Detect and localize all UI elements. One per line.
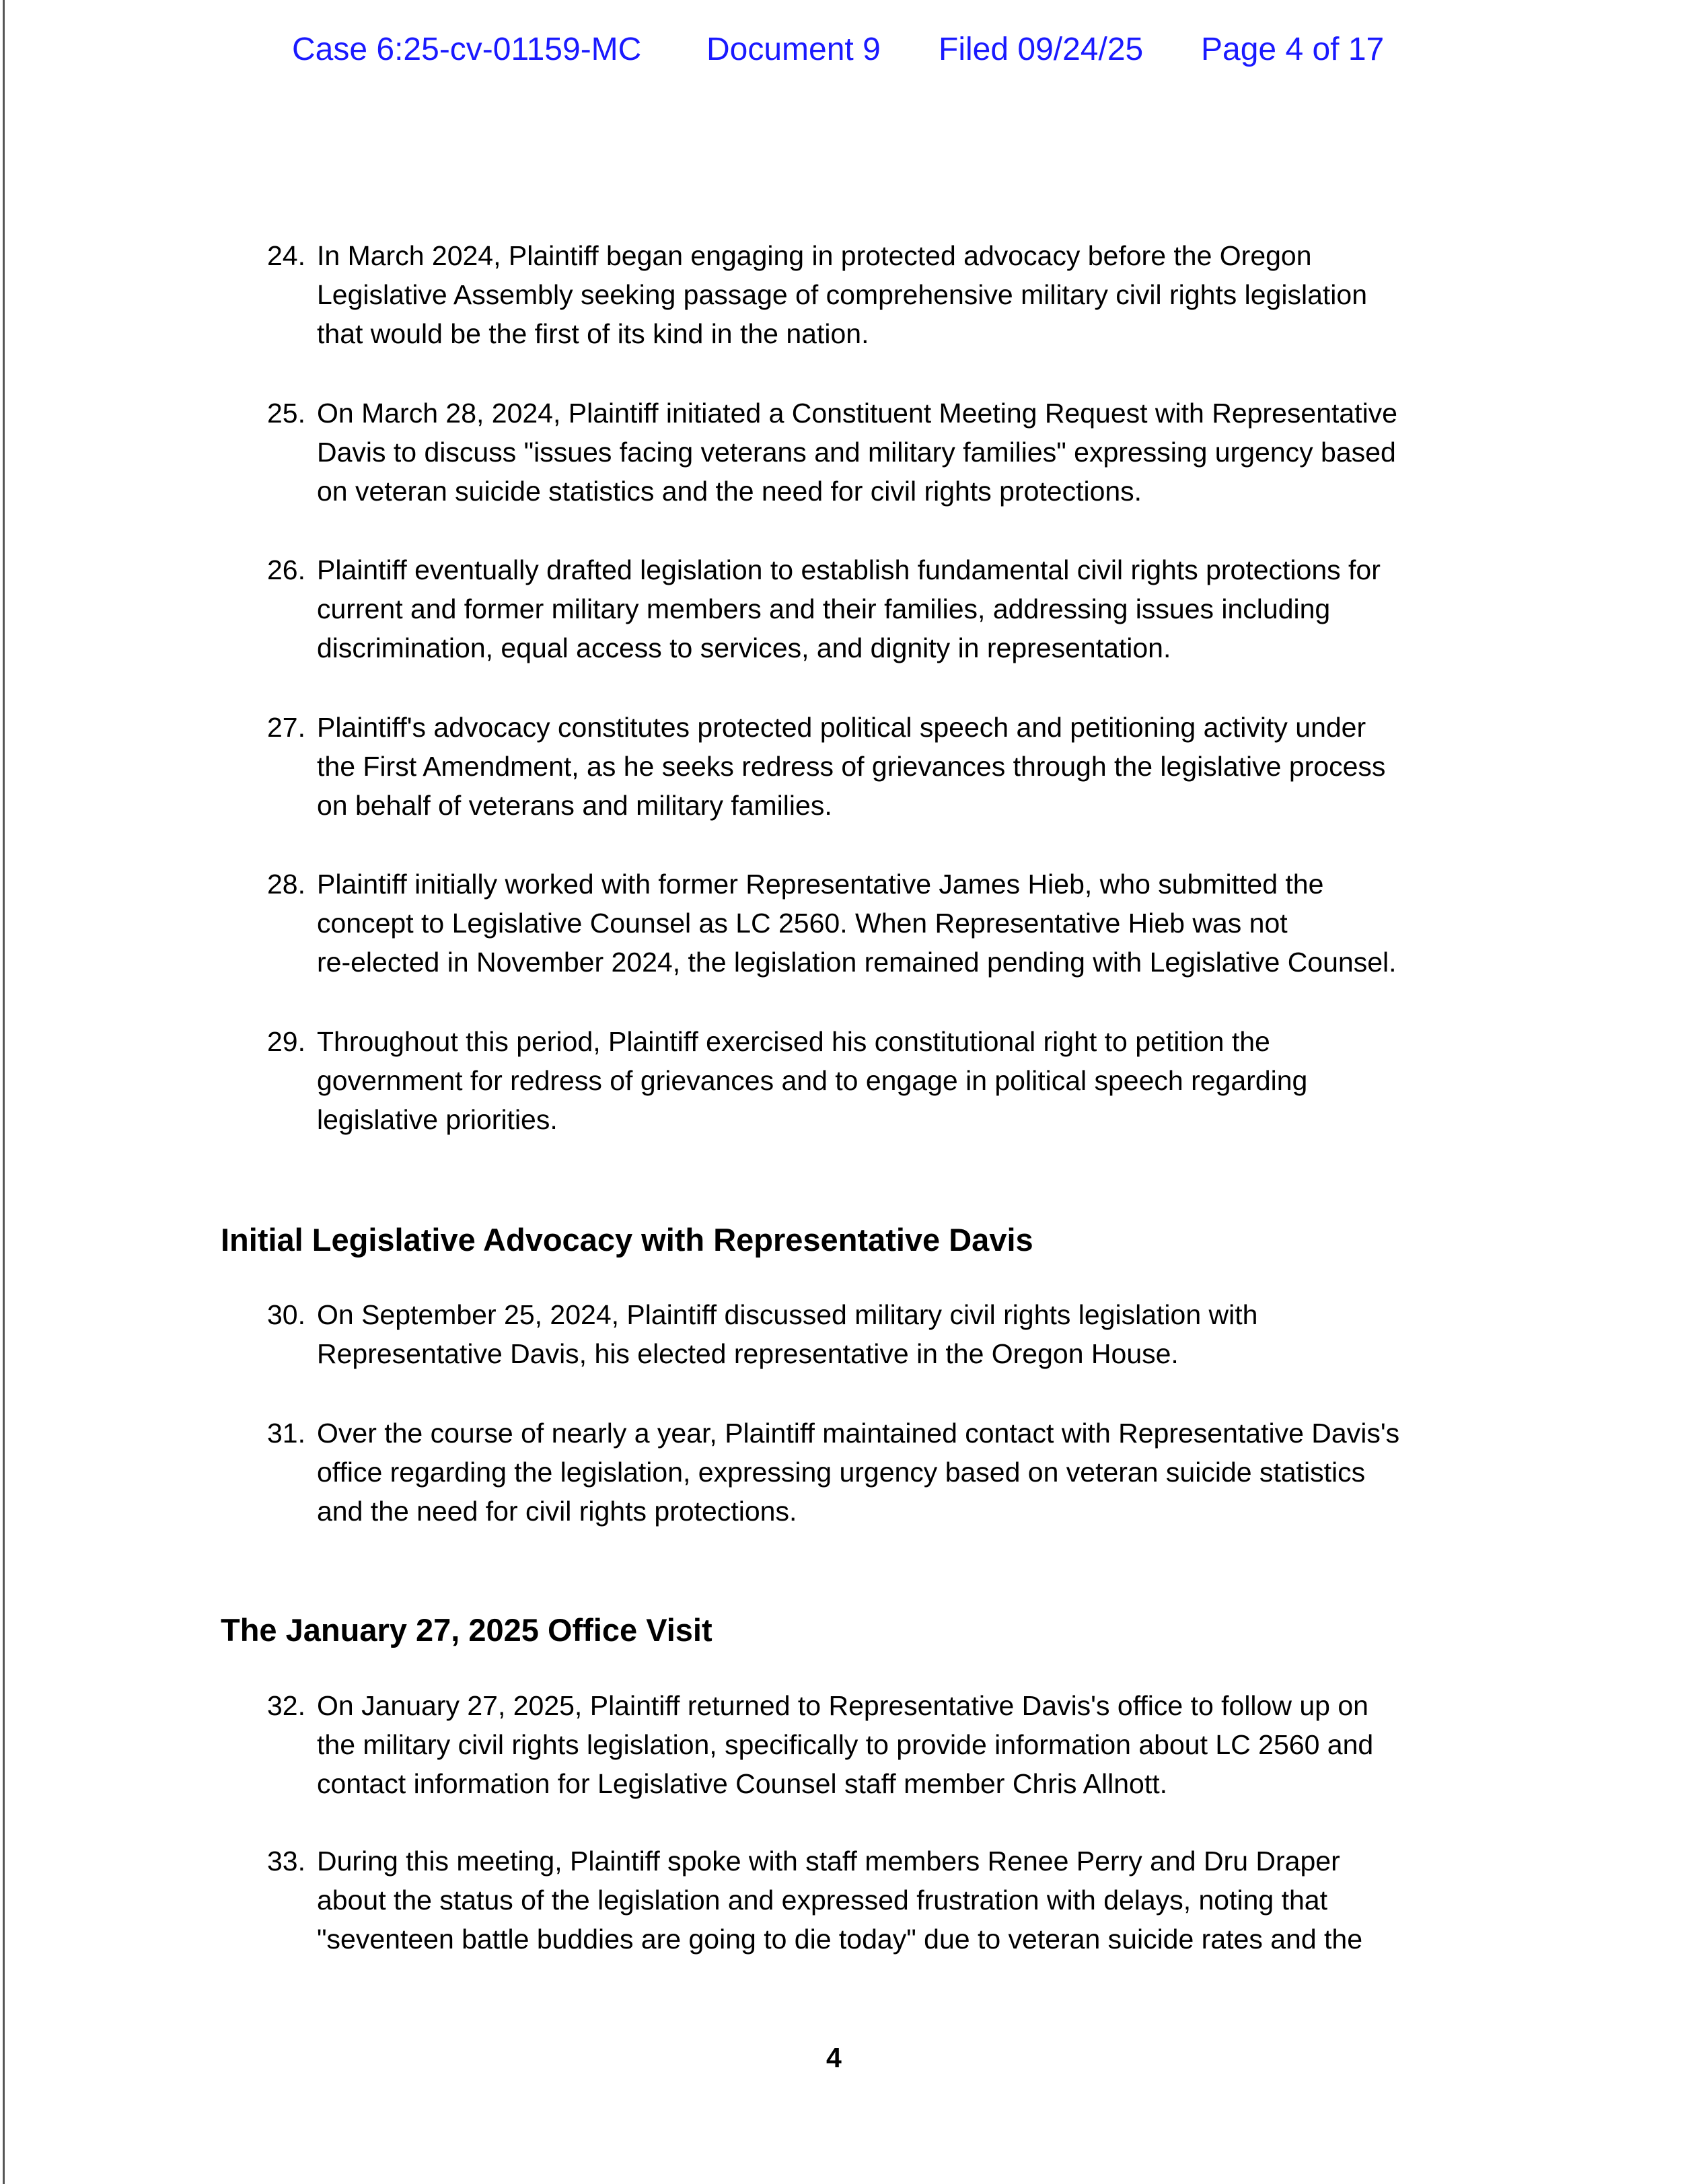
paragraph-number: 24. <box>267 240 305 271</box>
paragraph-number: 33. <box>267 1846 305 1877</box>
paragraph-line: the military civil rights legislation, specifically to provide information about LC 2560 and <box>317 1729 1374 1760</box>
paragraph-number: 25. <box>267 398 305 429</box>
section-heading: Initial Legislative Advocacy with Representative Davis <box>221 1222 1033 1258</box>
paragraph-number: 31. <box>267 1418 305 1449</box>
paragraph-text <box>317 865 1397 982</box>
paragraph-line: re-elected in November 2024, the legislation remained pending with Legislative Counsel. <box>317 947 1397 978</box>
scan-edge-line <box>3 0 5 2184</box>
paragraph-line: about the status of the legislation and expressed frustration with delays, noting that <box>317 1885 1327 1916</box>
paragraph-line: concept to Legislative Counsel as LC 2560. When Representative Hieb was not <box>317 908 1288 939</box>
paragraph-line: Plaintiff eventually drafted legislation to establish fundamental civil rights protections for <box>317 554 1381 585</box>
header-page: Page 4 of 17 <box>1201 32 1385 67</box>
paragraph-line: Plaintiff's advocacy constitutes protected political speech and petitioning activity under <box>317 712 1366 743</box>
paragraph-text <box>317 1022 1307 1139</box>
paragraph-line: On January 27, 2025, Plaintiff returned to Representative Davis's office to follow up on <box>317 1690 1368 1721</box>
paragraph-line: that would be the first of its kind in the nation. <box>317 318 869 349</box>
paragraph-line: On March 28, 2024, Plaintiff initiated a Constituent Meeting Request with Representative <box>317 398 1397 429</box>
paragraph-line: During this meeting, Plaintiff spoke with staff members Renee Perry and Dru Draper <box>317 1846 1340 1877</box>
paragraph-line: Throughout this period, Plaintiff exercised his constitutional right to petition the <box>317 1026 1270 1057</box>
paragraph-line: on veteran suicide statistics and the need for civil rights protections. <box>317 476 1142 507</box>
paragraph-line: Plaintiff initially worked with former Representative James Hieb, who submitted the <box>317 869 1324 900</box>
paragraph-number: 26. <box>267 554 305 585</box>
paragraph-number: 32. <box>267 1690 305 1721</box>
paragraph-text <box>317 708 1385 825</box>
paragraph-text <box>317 1686 1373 1803</box>
paragraph-text <box>317 1414 1399 1531</box>
paragraph-line: current and former military members and their families, addressing issues including <box>317 593 1331 624</box>
header-filed-date: Filed 09/24/25 <box>939 32 1144 67</box>
paragraph-line: on behalf of veterans and military families. <box>317 790 832 821</box>
paragraph-line: Representative Davis, his elected representative in the Oregon House. <box>317 1338 1179 1369</box>
paragraph-text <box>317 550 1381 667</box>
paragraph-line: the First Amendment, as he seeks redress of grievances through the legislative process <box>317 751 1386 782</box>
paragraph-line: office regarding the legislation, expressing urgency based on veteran suicide statistics <box>317 1457 1366 1488</box>
paragraph-line: and the need for civil rights protections. <box>317 1496 797 1527</box>
section-heading: The January 27, 2025 Office Visit <box>221 1612 712 1648</box>
paragraph-text <box>317 236 1367 353</box>
paragraph-number: 27. <box>267 712 305 743</box>
paragraph-number: 28. <box>267 869 305 900</box>
paragraph-line: Over the course of nearly a year, Plaintiff maintained contact with Representative Davis's <box>317 1418 1400 1449</box>
paragraph-line: legislative priorities. <box>317 1104 558 1135</box>
paragraph-line: Davis to discuss "issues facing veterans and military families" expressing urgency based <box>317 437 1396 468</box>
header-case-number: Case 6:25-cv-01159-MC <box>292 32 642 67</box>
paragraph-number: 29. <box>267 1026 305 1057</box>
paragraph-text <box>317 394 1397 511</box>
paragraph-line: In March 2024, Plaintiff began engaging in protected advocacy before the Oregon <box>317 240 1312 271</box>
page-number: 4 <box>826 2042 842 2073</box>
paragraph-number: 30. <box>267 1299 305 1330</box>
paragraph-line: government for redress of grievances and to engage in political speech regarding <box>317 1065 1308 1096</box>
paragraph-line: Legislative Assembly seeking passage of comprehensive military civil rights legislation <box>317 279 1368 310</box>
paragraph-line: On September 25, 2024, Plaintiff discussed military civil rights legislation with <box>317 1299 1258 1330</box>
paragraph-text <box>317 1842 1362 1959</box>
paragraph-line: discrimination, equal access to services, and dignity in representation. <box>317 632 1171 663</box>
header-document: Document 9 <box>706 32 881 67</box>
paragraph-text <box>317 1295 1257 1373</box>
paragraph-line: "seventeen battle buddies are going to die today" due to veteran suicide rates and the <box>317 1924 1363 1955</box>
paragraph-line: contact information for Legislative Counsel staff member Chris Allnott. <box>317 1768 1167 1799</box>
